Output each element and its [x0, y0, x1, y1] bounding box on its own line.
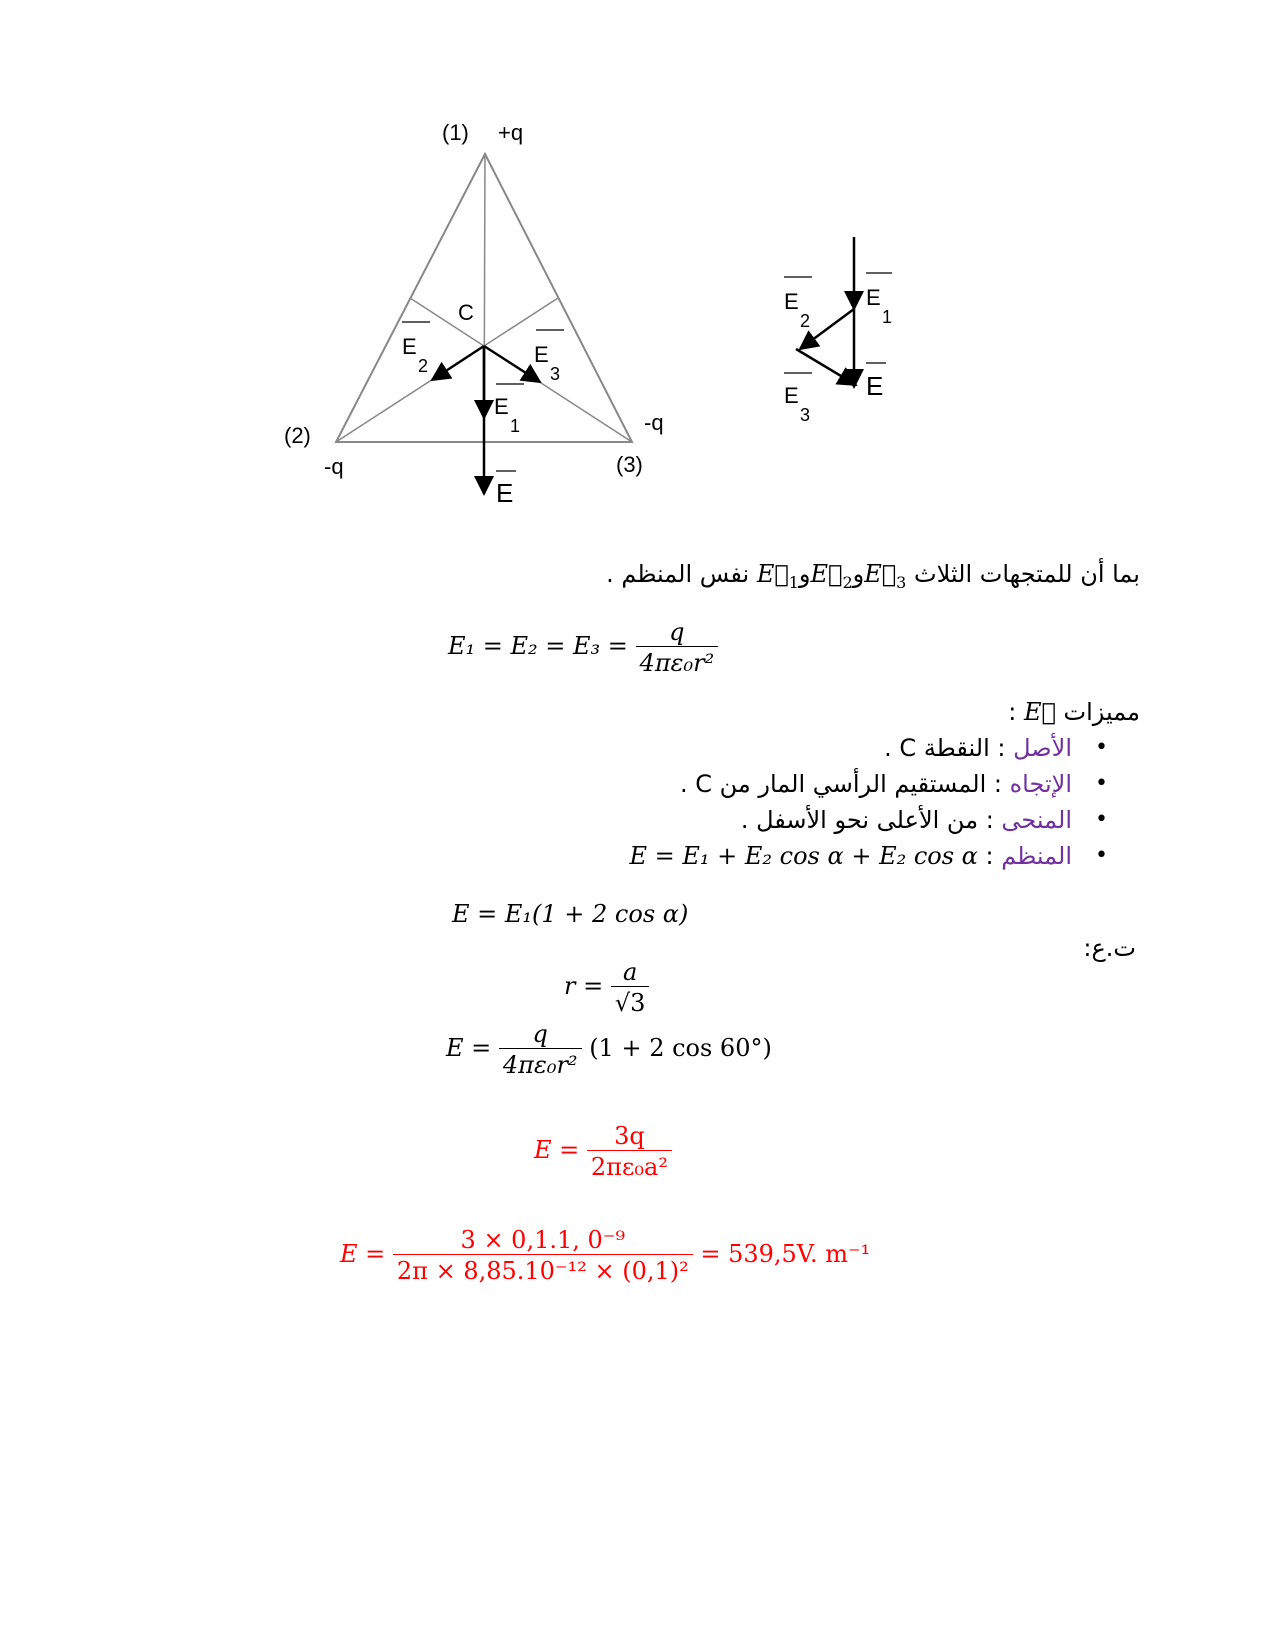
feature-magnitude-sep: : — [977, 842, 1002, 870]
e1-label: E — [494, 394, 509, 419]
charge-1-index: (1) — [442, 120, 469, 145]
feature-origin-sep: : — [989, 734, 1014, 762]
substituted-equation — [446, 1020, 772, 1079]
side-e3-arrow — [796, 349, 856, 385]
triangle-figure — [270, 110, 690, 530]
feature-magnitude — [500, 838, 1120, 874]
numeric-lhs: E = — [340, 1240, 386, 1268]
numeric-denominator: 2π × 8,85.10⁻¹² × (0,1)² — [393, 1254, 693, 1285]
vector-e2-arrow — [432, 346, 484, 380]
equal-lhs: E₁ = E₂ = E₃ = — [448, 632, 628, 660]
radius-fraction — [611, 958, 650, 1017]
e3-label-sub: 3 — [550, 364, 561, 384]
result-equation — [534, 1122, 672, 1181]
feature-sense-key: المنحى — [1001, 806, 1072, 834]
charge-3-index: (3) — [616, 452, 643, 477]
point-c-label: C — [458, 300, 474, 325]
feature-line-key: الإتجاه — [1009, 770, 1072, 798]
e1-label-sub: 1 — [510, 416, 521, 436]
equal-denominator: 4πε₀r² — [636, 646, 719, 677]
substituted-fraction — [499, 1020, 582, 1079]
vector-e3-arrow — [484, 346, 540, 382]
side-e2-sub: 2 — [800, 311, 811, 331]
vector-sum-figure — [770, 225, 920, 435]
numeric-rhs: = 539,5V. m⁻¹ — [700, 1240, 871, 1268]
numeric-numerator: 3 × 0,1.1, 0⁻⁹ — [460, 1226, 626, 1254]
charge-2-value: -q — [324, 454, 344, 479]
feature-origin-value: النقطة C . — [884, 734, 990, 762]
intro-suffix: نفس المنظم . — [606, 560, 750, 588]
substituted-denominator: 4πε₀r² — [499, 1048, 582, 1079]
radius-numerator: a — [622, 958, 638, 986]
equal-numerator: q — [669, 618, 685, 646]
intro-vec-e1: $E_1$ — [756, 560, 799, 592]
feature-sense-sep: : — [978, 806, 1002, 834]
numeric-application-label: ت.ع: — [1083, 934, 1136, 962]
charge-2-index: (2) — [284, 423, 311, 448]
features-title — [900, 698, 1140, 726]
features-title-colon: : — [1008, 698, 1017, 726]
radius-equation — [564, 958, 649, 1017]
result-fraction — [587, 1122, 672, 1181]
result-numerator: 3q — [614, 1122, 645, 1150]
factored-equation: E = E₁(1 + 2 cos α) — [452, 900, 689, 928]
charge-3-value: -q — [644, 410, 664, 435]
feature-origin — [500, 730, 1120, 766]
feature-magnitude-key: المنظم — [1001, 842, 1072, 870]
feature-origin-key: الأصل — [1013, 734, 1072, 762]
feature-sense-value: من الأعلى نحو الأسفل . — [740, 806, 979, 834]
e-label: E — [496, 478, 514, 508]
intro-sentence — [560, 560, 1140, 592]
substituted-numerator: q — [532, 1020, 548, 1048]
side-e3-label: E — [784, 383, 799, 408]
intro-and-2: و — [798, 560, 811, 588]
feature-line — [500, 766, 1120, 802]
substituted-rhs: (1 + 2 cos 60°) — [589, 1034, 772, 1062]
result-lhs: E = — [534, 1136, 580, 1164]
side-e3-sub: 3 — [800, 405, 811, 425]
features-title-vec: E — [1023, 698, 1056, 726]
side-e-label: E — [866, 371, 884, 401]
numeric-equation — [340, 1226, 870, 1285]
side-e1-label: E — [866, 285, 881, 310]
features-list — [500, 730, 1120, 874]
intro-vec-e2: $E_2$ — [810, 560, 853, 592]
feature-sense — [500, 802, 1120, 838]
equal-fraction — [636, 618, 719, 677]
equal-magnitudes-equation — [448, 618, 718, 677]
radius-denominator: √3 — [611, 986, 650, 1017]
feature-line-sep: : — [986, 770, 1010, 798]
side-e2-label: E — [784, 289, 799, 314]
intro-and-1: و — [852, 560, 865, 588]
numeric-fraction — [393, 1226, 693, 1285]
features-title-text: مميزات — [1063, 698, 1140, 726]
e3-label: E — [534, 342, 549, 367]
result-denominator: 2πε₀a² — [587, 1150, 672, 1181]
e2-label: E — [402, 334, 417, 359]
feature-line-value: المستقيم الرأسي المار من C . — [679, 770, 987, 798]
charge-1-value: +q — [498, 120, 524, 145]
feature-magnitude-value: E = E₁ + E₂ cos α + E₂ cos α — [629, 842, 978, 870]
radius-lhs: r = — [564, 972, 604, 1000]
substituted-lhs: E = — [446, 1034, 492, 1062]
intro-prefix: بما أن للمتجهات الثلاث — [913, 560, 1140, 588]
intro-vec-e3: $E_3$ — [864, 560, 907, 592]
side-e1-sub: 1 — [882, 307, 893, 327]
e2-label-sub: 2 — [418, 356, 429, 376]
